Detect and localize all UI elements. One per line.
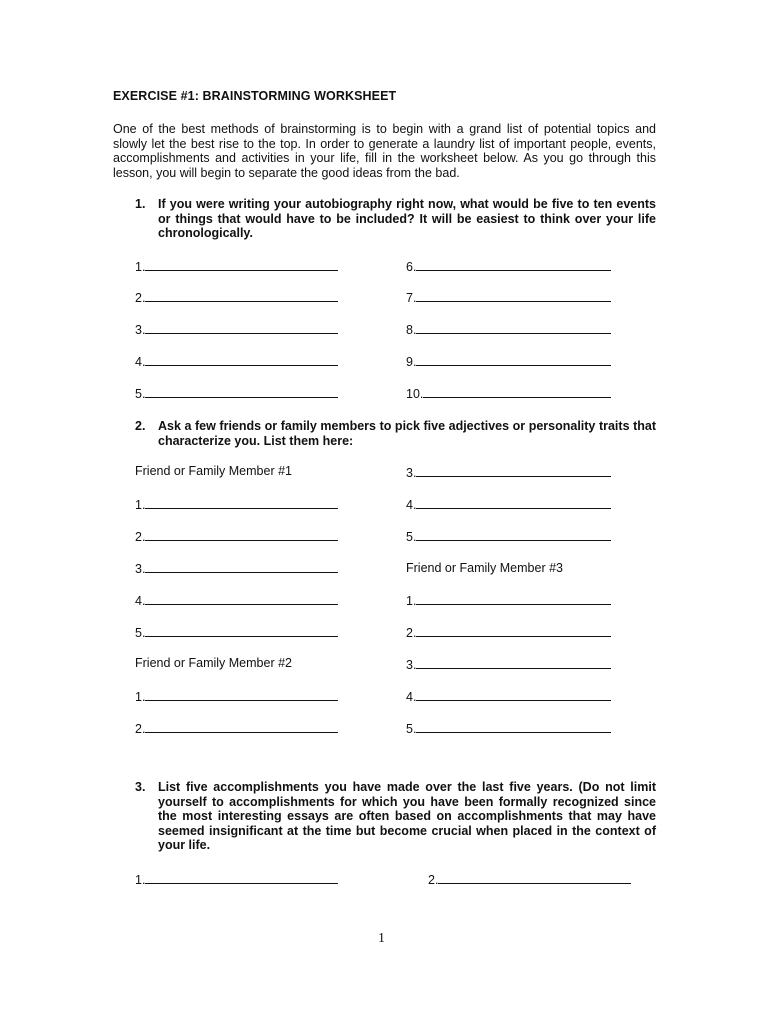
- q2-answer-number: 1.: [135, 498, 146, 512]
- q2-friend1-line-4[interactable]: [135, 593, 338, 608]
- q2-friend3-line-4[interactable]: [406, 689, 611, 704]
- q2-friend1-line-2[interactable]: [135, 529, 338, 544]
- q2-answer-number: 3.: [406, 658, 417, 672]
- question-3-number: 3.: [135, 780, 146, 794]
- q2-friend3-line-3[interactable]: [406, 657, 611, 672]
- q2-friend3-line-2[interactable]: [406, 625, 611, 640]
- answer-blank[interactable]: [416, 689, 611, 701]
- q1-answer-number: 4.: [135, 355, 146, 369]
- answer-blank[interactable]: [145, 625, 338, 637]
- q2-answer-number: 5.: [406, 722, 417, 736]
- answer-blank[interactable]: [416, 259, 611, 271]
- page-number: 1: [378, 931, 385, 946]
- friend-1-label: Friend or Family Member #1: [135, 464, 292, 478]
- question-3: [135, 780, 656, 853]
- q2-answer-number: 3.: [406, 466, 417, 480]
- answer-blank[interactable]: [145, 259, 338, 271]
- answer-blank[interactable]: [145, 593, 338, 605]
- q2-answer-number: 2.: [135, 530, 146, 544]
- q2-friend1-line-1[interactable]: [135, 497, 338, 512]
- q2-answer-number: 4.: [406, 498, 417, 512]
- answer-blank[interactable]: [416, 465, 611, 477]
- q1-answer-number: 3.: [135, 323, 146, 337]
- q3-answer-number: 2.: [428, 873, 439, 887]
- q2-friend2-line-3[interactable]: [406, 465, 611, 480]
- answer-blank[interactable]: [423, 386, 611, 398]
- q1-answer-number: 5.: [135, 387, 146, 401]
- worksheet-title: EXERCISE #1: BRAINSTORMING WORKSHEET: [113, 89, 397, 103]
- q1-answer-number: 8.: [406, 323, 417, 337]
- q1-answer-line-9[interactable]: [406, 354, 611, 369]
- q2-friend2-line-4[interactable]: [406, 497, 611, 512]
- q1-answer-number: 10.: [406, 387, 424, 401]
- answer-blank[interactable]: [145, 721, 338, 733]
- q1-answer-line-5[interactable]: [135, 386, 338, 401]
- answer-blank[interactable]: [416, 497, 611, 509]
- q1-answer-line-6[interactable]: [406, 259, 611, 274]
- q2-friend3-line-1[interactable]: [406, 593, 611, 608]
- q2-friend1-line-5[interactable]: [135, 625, 338, 640]
- q1-answer-line-4[interactable]: [135, 354, 338, 369]
- question-1-number: 1.: [135, 197, 146, 211]
- q2-answer-number: 3.: [135, 562, 146, 576]
- answer-blank[interactable]: [416, 290, 611, 302]
- q2-friend2-line-2[interactable]: [135, 721, 338, 736]
- answer-blank[interactable]: [145, 497, 338, 509]
- answer-blank[interactable]: [145, 322, 338, 334]
- q3-answer-line-2[interactable]: [428, 872, 631, 887]
- q2-answer-number: 4.: [406, 690, 417, 704]
- answer-blank[interactable]: [416, 625, 611, 637]
- friend-3-label: Friend or Family Member #3: [406, 561, 563, 575]
- question-2-number: 2.: [135, 419, 146, 433]
- answer-blank[interactable]: [145, 290, 338, 302]
- q2-answer-number: 5.: [135, 626, 146, 640]
- q2-answer-number: 1.: [406, 594, 417, 608]
- q2-answer-number: 2.: [406, 626, 417, 640]
- answer-blank[interactable]: [416, 354, 611, 366]
- answer-blank[interactable]: [438, 872, 631, 884]
- question-2-text: Ask a few friends or family members to pick five adjectives or personality traits that characterize you. List them here:: [158, 419, 656, 448]
- answer-blank[interactable]: [416, 657, 611, 669]
- intro-paragraph: One of the best methods of brainstorming is to begin with a grand list of potential topics and slowly let the best rise to the top. In order to generate a laundry list of important people, events, accomplishments and activities in your life, fill in the worksheet below. As you go through this lesson, you will begin to separate the good ideas from the bad.: [113, 122, 656, 180]
- q1-answer-line-8[interactable]: [406, 322, 611, 337]
- answer-blank[interactable]: [416, 529, 611, 541]
- question-2: [135, 419, 656, 448]
- question-1-text: If you were writing your autobiography right now, what would be five to ten events or things that would have to be included? It will be easiest to think over your life chronologically.: [158, 197, 656, 241]
- answer-blank[interactable]: [145, 354, 338, 366]
- friend-2-label: Friend or Family Member #2: [135, 656, 292, 670]
- q1-answer-number: 9.: [406, 355, 417, 369]
- q2-friend2-line-1[interactable]: [135, 689, 338, 704]
- answer-blank[interactable]: [145, 872, 338, 884]
- q2-friend1-line-3[interactable]: [135, 561, 338, 576]
- q1-answer-number: 6.: [406, 260, 417, 274]
- q1-answer-number: 2.: [135, 291, 146, 305]
- q2-friend3-line-5[interactable]: [406, 721, 611, 736]
- q2-answer-number: 2.: [135, 722, 146, 736]
- q2-friend2-line-5[interactable]: [406, 529, 611, 544]
- answer-blank[interactable]: [145, 561, 338, 573]
- q1-answer-number: 1.: [135, 260, 146, 274]
- q1-answer-line-1[interactable]: [135, 259, 338, 274]
- q1-answer-line-2[interactable]: [135, 290, 338, 305]
- q1-answer-line-10[interactable]: [406, 386, 611, 401]
- question-1: [135, 197, 656, 241]
- answer-blank[interactable]: [145, 529, 338, 541]
- question-3-text: List five accomplishments you have made over the last five years. (Do not limit yourself to accomplishments for which you have been formally recognized since the most interesting essays are often based on accomplishments that may have seemed insignificant at the time but become crucial when placed in the context of your life.: [158, 780, 656, 853]
- answer-blank[interactable]: [416, 593, 611, 605]
- q2-answer-number: 5.: [406, 530, 417, 544]
- q2-answer-number: 4.: [135, 594, 146, 608]
- q1-answer-line-7[interactable]: [406, 290, 611, 305]
- answer-blank[interactable]: [416, 721, 611, 733]
- q3-answer-number: 1.: [135, 873, 146, 887]
- q1-answer-line-3[interactable]: [135, 322, 338, 337]
- answer-blank[interactable]: [416, 322, 611, 334]
- q3-answer-line-1[interactable]: [135, 872, 338, 887]
- answer-blank[interactable]: [145, 386, 338, 398]
- answer-blank[interactable]: [145, 689, 338, 701]
- q1-answer-number: 7.: [406, 291, 417, 305]
- q2-answer-number: 1.: [135, 690, 146, 704]
